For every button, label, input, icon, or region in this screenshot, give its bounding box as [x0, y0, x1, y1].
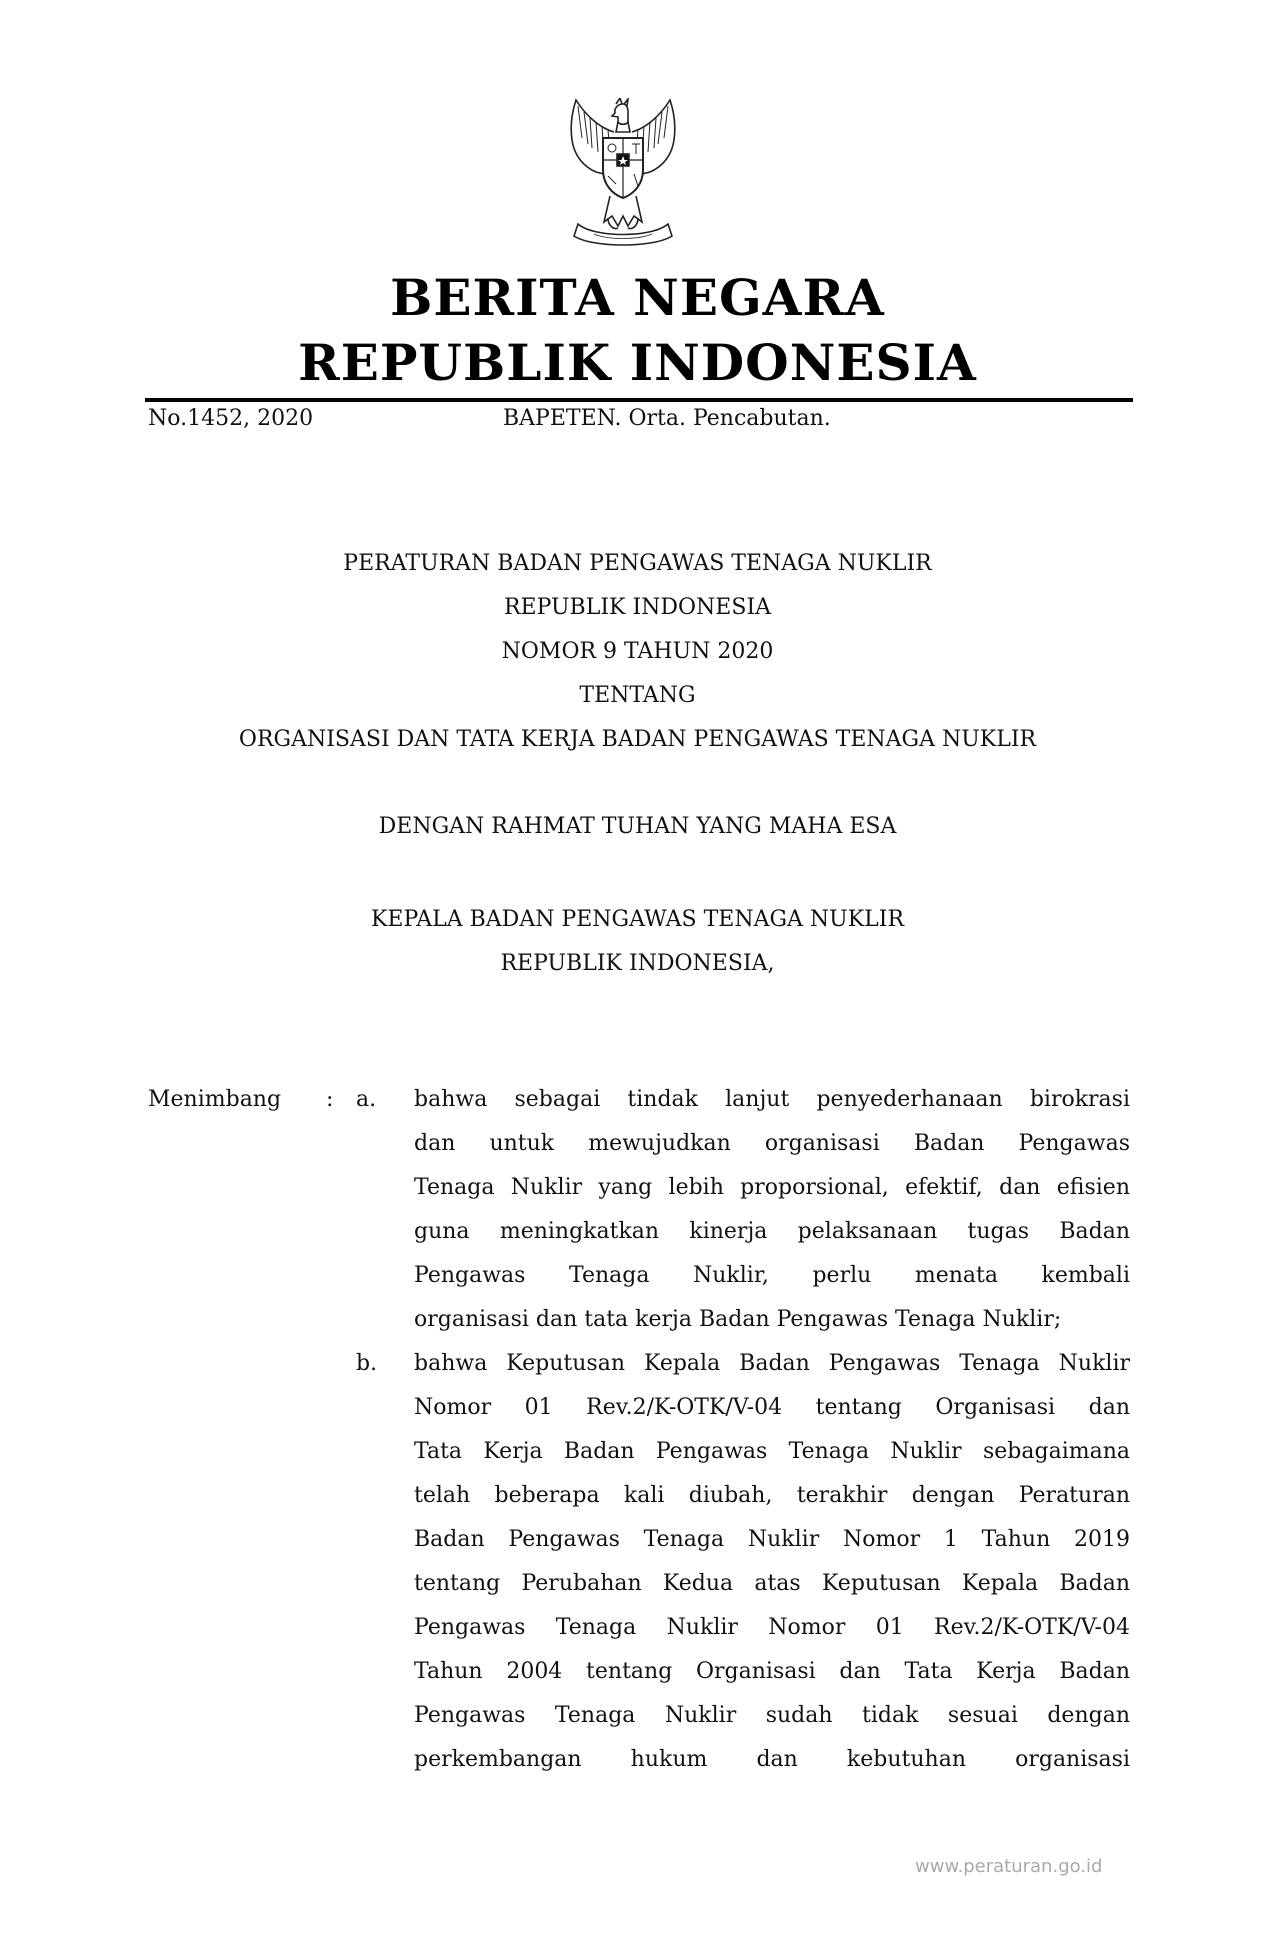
gazette-number: No.1452, 2020 — [148, 406, 314, 431]
item-line: Pengawas Tenaga Nuklir sudah tidak sesuai dengan — [414, 1703, 1130, 1728]
garuda-emblem-icon — [548, 98, 698, 248]
item-line: Badan Pengawas Tenaga Nuklir Nomor 1 Tahun 2019 — [414, 1527, 1130, 1552]
item-line: organisasi dan tata kerja Badan Pengawas Tenaga Nuklir; — [414, 1307, 1062, 1332]
item-line: Pengawas Tenaga Nuklir, perlu menata kembali — [414, 1263, 1130, 1288]
item-line: Tata Kerja Badan Pengawas Tenaga Nuklir sebagaimana — [414, 1439, 1130, 1464]
regulation-title-line: PERATURAN BADAN PENGAWAS TENAGA NUKLIR — [343, 551, 932, 576]
item-line: Tenaga Nuklir yang lebih proporsional, efektif, dan efisien — [414, 1175, 1130, 1200]
gazette-topic: BAPETEN. Orta. Pencabutan. — [503, 406, 831, 431]
considerations-colon: : — [326, 1087, 334, 1112]
issuer — [0, 898, 1275, 986]
preamble-line: DENGAN RAHMAT TUHAN YANG MAHA ESA — [378, 814, 897, 839]
preamble — [0, 805, 1275, 849]
item-marker-a: a. — [356, 1087, 377, 1112]
item-marker-b: b. — [356, 1351, 378, 1376]
item-line: Nomor 01 Rev.2/K-OTK/V-04 tentang Organisasi dan — [414, 1395, 1130, 1420]
regulation-title-line: ORGANISASI DAN TATA KERJA BADAN PENGAWAS TENAGA NUKLIR — [238, 727, 1037, 752]
item-line: dan untuk mewujudkan organisasi Badan Pengawas — [414, 1131, 1130, 1156]
consideration-item-a — [414, 1078, 1130, 1342]
masthead-rule — [145, 398, 1133, 402]
item-line: Pengawas Tenaga Nuklir Nomor 01 Rev.2/K-OTK/V-04 — [414, 1615, 1130, 1640]
item-line: Tahun 2004 tentang Organisasi dan Tata Kerja Badan — [414, 1659, 1130, 1684]
regulation-title-line: TENTANG — [579, 683, 696, 708]
considerations-label: Menimbang — [148, 1087, 282, 1112]
footer-url-link[interactable]: www.peraturan.go.id — [915, 1856, 1103, 1877]
regulation-title-line: REPUBLIK INDONESIA — [503, 595, 772, 620]
item-line: guna meningkatkan kinerja pelaksanaan tugas Badan — [414, 1219, 1130, 1244]
item-line: perkembangan hukum dan kebutuhan organisasi — [414, 1747, 1130, 1772]
regulation-title — [0, 542, 1275, 762]
item-line: telah beberapa kali diubah, terakhir dengan Peraturan — [414, 1483, 1130, 1508]
masthead-line-2: REPUBLIK INDONESIA — [298, 333, 977, 392]
masthead-line-1: BERITA NEGARA — [390, 268, 885, 327]
issuer-line: REPUBLIK INDONESIA, — [500, 951, 775, 976]
issuer-line: KEPALA BADAN PENGAWAS TENAGA NUKLIR — [370, 907, 905, 932]
item-line: bahwa Keputusan Kepala Badan Pengawas Tenaga Nuklir — [414, 1351, 1130, 1376]
item-line: bahwa sebagai tindak lanjut penyederhanaan birokrasi — [414, 1087, 1130, 1112]
item-line: tentang Perubahan Kedua atas Keputusan Kepala Badan — [414, 1571, 1130, 1596]
consideration-item-b — [414, 1342, 1130, 1782]
regulation-title-line: NOMOR 9 TAHUN 2020 — [501, 639, 774, 664]
